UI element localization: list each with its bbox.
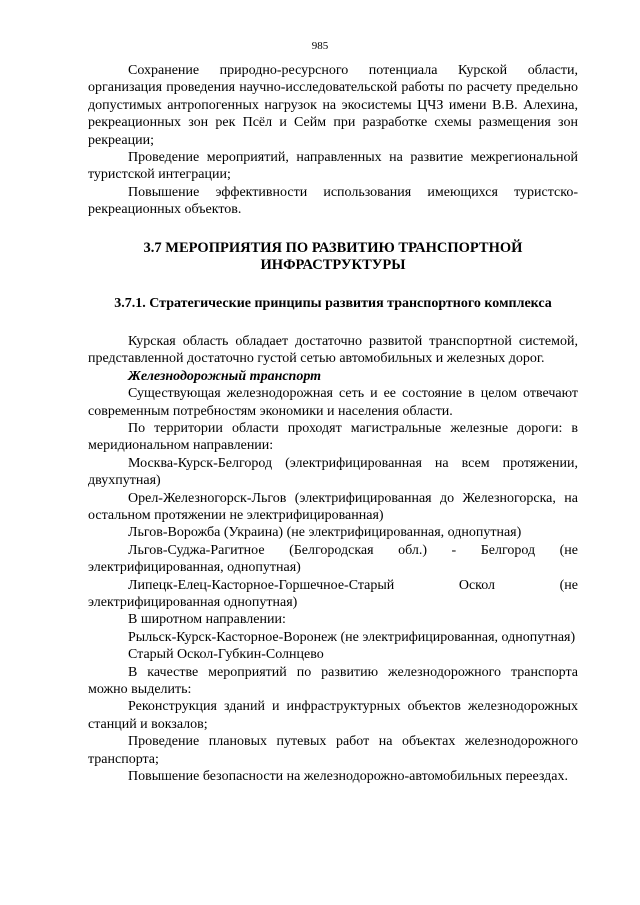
page-number: 985 [311, 40, 329, 52]
paragraph: Сохранение природно-ресурсного потенциала Курской области, организация проведения научно-исследовательской работы по расчету предельно допустимых антропогенных нагрузок на экосистемы ЦЧЗ имени В.В. Алехина, рекреационных зон рек Псёл и Сейм при разработке схемы размещения зон рекреации; [88, 63, 578, 148]
paragraph: Рыльск-Курск-Касторное-Воронеж (не электрифицированная, однопутная) [128, 629, 576, 645]
paragraph: Липецк-Елец-Касторное-Горшечное-Старый Оскол (не электрифицированная однопутная) [88, 577, 578, 610]
section-title-line: ИНФРАСТРУКТУРЫ [260, 257, 406, 274]
paragraph: Повышение безопасности на железнодорожно-автомобильных переездах. [128, 769, 568, 785]
paragraph: Старый Оскол-Губкин-Солнцево [128, 647, 324, 663]
paragraph: Льгов-Ворожба (Украина) (не электрифицированная, однопутная) [128, 525, 522, 541]
paragraph: Проведение мероприятий, направленных на развитие межрегиональной туристской интеграции; [88, 150, 578, 183]
paragraph: Льгов-Суджа-Рагитное (Белгородская обл.) - Белгород (не электрифицированная, однопутная) [88, 542, 578, 576]
paragraph: В качестве мероприятий по развитию железнодорожного транспорта можно выделить: [88, 664, 578, 697]
paragraph: Реконструкция зданий и инфраструктурных объектов железнодорожных станций и вокзалов; [88, 699, 578, 732]
paragraph: В широтном направлении: [128, 612, 286, 628]
paragraph: Москва-Курск-Белгород (электрифицированная на всем протяжении, двухпутная) [88, 455, 578, 489]
paragraph: Орел-Железногорск-Льгов (электрифицированная до Железногорска, на остальном протяжении не электрифицированная) [88, 490, 578, 523]
document-body [88, 62, 578, 785]
subsection-title: 3.7.1. Стратегические принципы развития транспортного комплекса [114, 296, 552, 312]
paragraph: Проведение плановых путевых работ на объектах железнодорожного транспорта; [88, 734, 578, 767]
section-title [88, 240, 578, 275]
paragraph: Курская область обладает достаточно развитой транспортной системой, представленной достаточно густой сетью автомобильных и железных дорог. [88, 333, 578, 367]
paragraph: По территории области проходят магистральные железные дороги: в меридиональном направлении: [88, 420, 578, 454]
paragraph: Существующая железнодорожная сеть и ее состояние в целом отвечают современным потребностям экономики и населения области. [88, 386, 578, 419]
paragraph: Повышение эффективности использования имеющихся туристско-рекреационных объектов. [88, 184, 578, 218]
spacer [88, 313, 578, 333]
section-title-line: 3.7 МЕРОПРИЯТИЯ ПО РАЗВИТИЮ ТРАНСПОРТНОЙ [143, 239, 523, 256]
rail-heading: Железнодорожный транспорт [128, 368, 322, 384]
